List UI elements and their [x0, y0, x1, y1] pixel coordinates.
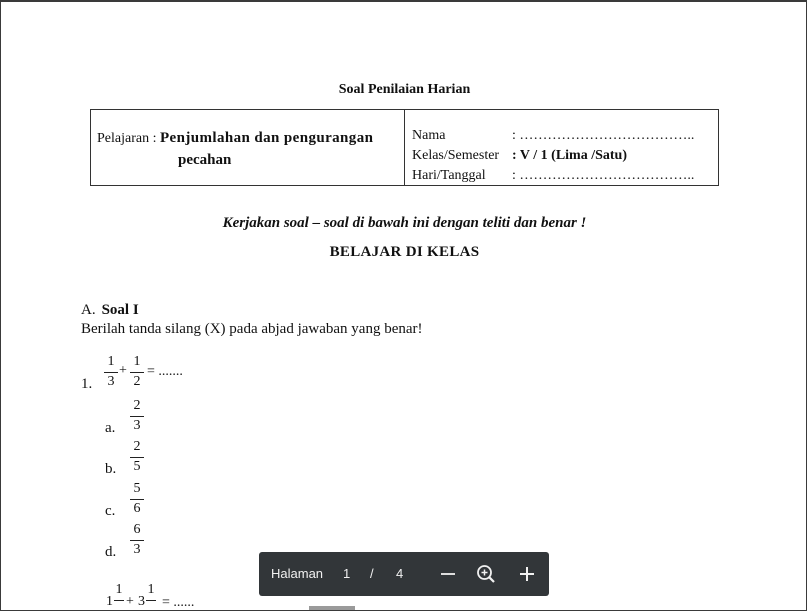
subject-value: Penjumlahan dan pengurangan — [159, 130, 374, 146]
subject-label: Pelajaran : — [97, 131, 157, 146]
document-title: Soal Penilaian Harian — [338, 82, 471, 97]
subject-value-continued: pecahan — [178, 152, 232, 168]
plus-sign: + — [126, 594, 134, 609]
mixed-fraction-1 — [114, 582, 124, 602]
option-letter-a: a. — [105, 420, 116, 436]
subject-line — [97, 130, 373, 147]
instruction-text: Kerjakan soal – soal di bawah ini dengan teliti dan benar ! — [222, 215, 587, 231]
header-table — [90, 109, 719, 186]
name-label: Nama — [412, 128, 446, 143]
section-title: BELAJAR DI KELAS — [329, 244, 480, 260]
question-directive: Berilah tanda silang (X) pada abjad jawaban yang benar! — [81, 321, 423, 337]
page-toolbar — [259, 552, 549, 596]
mixed-whole-1: 1 — [106, 594, 113, 609]
question-fraction-2 — [130, 354, 144, 390]
class-semester-value: : V / 1 (Lima /Satu) — [512, 148, 627, 163]
zoom-in-icon[interactable] — [516, 563, 538, 585]
fraction-numerator: 5 — [133, 481, 141, 496]
option-letter-d: d. — [105, 544, 117, 560]
date-label: Hari/Tanggal — [412, 168, 486, 183]
option-letter-b: b. — [105, 461, 117, 477]
fraction-bar — [104, 372, 118, 373]
section-a-title: Soal I — [101, 302, 139, 318]
fraction-denominator: 5 — [133, 459, 141, 474]
option-letter-c: c. — [105, 503, 116, 519]
fraction-denominator: 3 — [133, 542, 141, 557]
fraction-bar — [130, 499, 144, 500]
fraction-denominator: 2 — [133, 374, 141, 389]
equals-blank: = ...... — [162, 595, 195, 610]
page-separator: / — [370, 566, 374, 581]
current-page-input[interactable]: 1 — [343, 566, 351, 581]
date-value: : ……………………………….. — [512, 168, 695, 183]
section-a-letter: A. — [81, 302, 96, 318]
total-pages: 4 — [396, 566, 404, 581]
name-value: : ……………………………….. — [512, 128, 695, 143]
date-field — [412, 168, 694, 188]
option-fraction-a — [130, 398, 144, 434]
class-semester-label: Kelas/Semester — [412, 148, 500, 163]
fraction-numerator: 6 — [133, 522, 141, 537]
fraction-numerator: 1 — [107, 354, 115, 369]
fraction-numerator: 1 — [147, 582, 155, 597]
fraction-bar — [130, 372, 144, 373]
option-fraction-d — [130, 522, 144, 558]
fraction-bar — [130, 540, 144, 541]
section-a-heading — [81, 302, 139, 319]
info-cell — [405, 110, 719, 186]
question-fraction-1 — [104, 354, 118, 390]
fraction-bar — [114, 600, 124, 601]
fraction-denominator: 3 — [107, 374, 115, 389]
fraction-denominator: 6 — [133, 501, 141, 516]
fraction-bar — [130, 416, 144, 417]
question-number: 1. — [81, 376, 93, 392]
subject-cell — [91, 110, 405, 186]
fraction-numerator: 2 — [133, 398, 141, 413]
option-fraction-b — [130, 439, 144, 475]
class-semester-field — [412, 148, 627, 168]
equals-blank: = ....... — [147, 364, 183, 379]
fraction-numerator: 1 — [115, 582, 123, 597]
option-fraction-c — [130, 481, 144, 517]
zoom-fit-icon[interactable] — [475, 563, 497, 585]
fraction-denominator: 3 — [133, 418, 141, 433]
name-field — [412, 128, 694, 148]
fraction-numerator: 1 — [133, 354, 141, 369]
fraction-bar — [130, 457, 144, 458]
zoom-out-icon[interactable] — [437, 563, 459, 585]
mixed-fraction-2 — [146, 582, 156, 602]
plus-sign: + — [119, 363, 127, 378]
page-label: Halaman — [271, 566, 324, 581]
scrollbar-thumb[interactable] — [309, 606, 355, 611]
fraction-bar — [146, 600, 156, 601]
mixed-whole-2: 3 — [138, 594, 145, 609]
fraction-numerator: 2 — [133, 439, 141, 454]
